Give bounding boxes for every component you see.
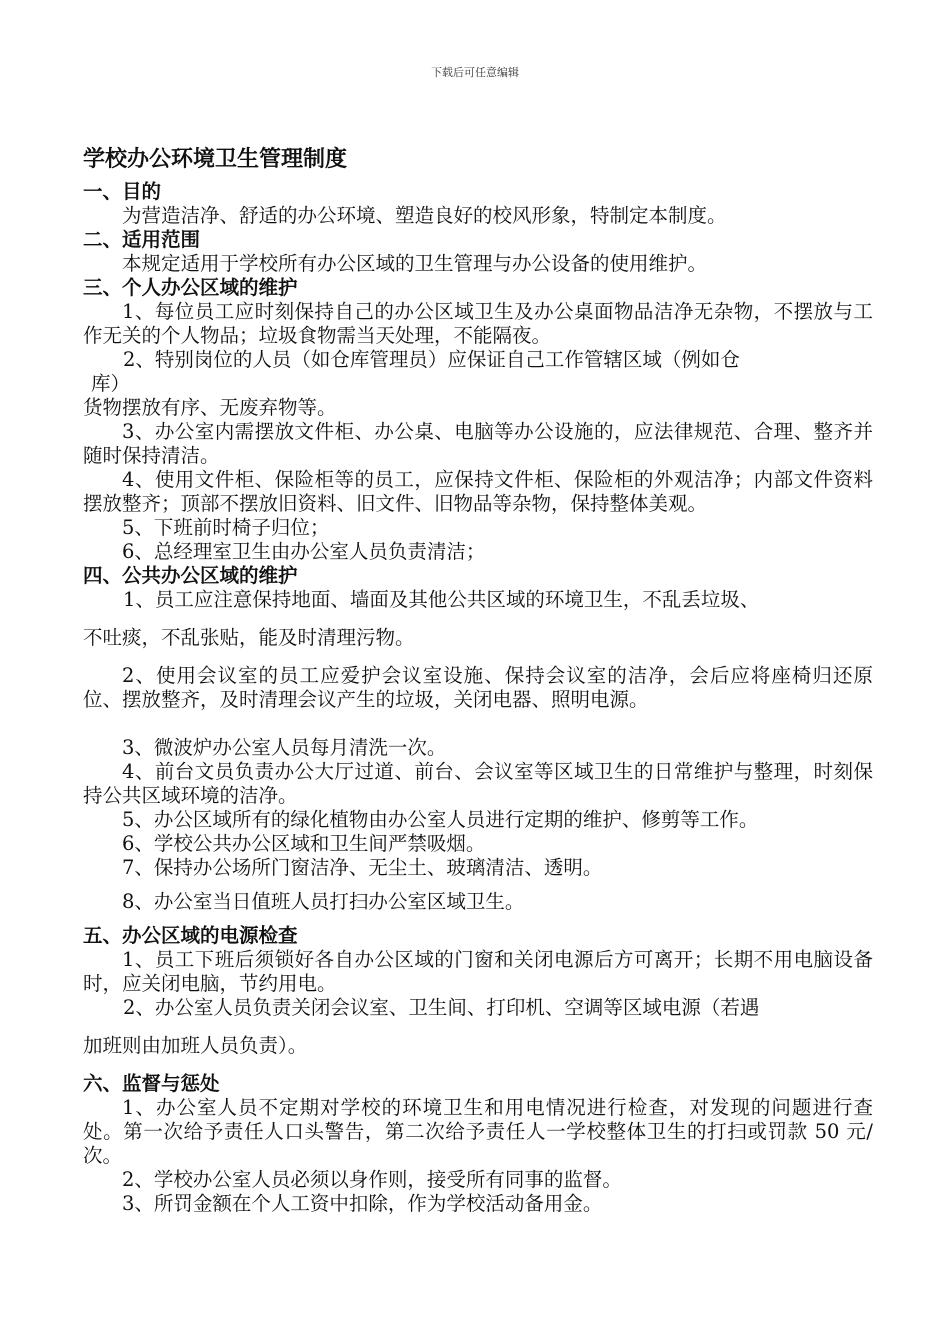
paragraph: 6、学校公共办公区域和卫生间严禁吸烟。 bbox=[122, 832, 486, 855]
paragraph: 5、下班前时椅子归位； bbox=[122, 516, 330, 539]
paragraph: 1、员工下班后须锁好各自办公区域的门窗和关闭电源后方可离开；长期不用电脑设备时，应关闭电脑，节约用电。 bbox=[83, 948, 873, 995]
paragraph: 7、保持办公场所门窗洁净、无尘土、玻璃清洁、透明。 bbox=[122, 856, 603, 879]
header-note: 下载后可任意编辑 bbox=[431, 66, 519, 79]
paragraph-line: 库） bbox=[91, 372, 131, 395]
document-title: 学校办公环境卫生管理制度 bbox=[83, 147, 348, 172]
paragraph: 2、学校办公室人员必须以身作则，接受所有同事的监督。 bbox=[122, 1168, 622, 1191]
paragraph-line: 货物摆放有序、无废弃物等。 bbox=[83, 396, 337, 419]
paragraph: 3、所罚金额在个人工资中扣除，作为学校活动备用金。 bbox=[122, 1192, 603, 1215]
section-heading: 一、目的 bbox=[83, 180, 162, 203]
paragraph: 2、使用会议室的员工应爱护会议室设施、保持会议室的洁净，会后应将座椅归还原位、摆放整齐，及时清理会议产生的垃圾，关闭电器、照明电源。 bbox=[83, 664, 873, 711]
paragraph: 3、办公室内需摆放文件柜、办公桌、电脑等办公设施的，应法律规范、合理、整齐并随时保持清洁。 bbox=[83, 420, 873, 467]
paragraph: 1、每位员工应时刻保持自己的办公区域卫生及办公桌面物品洁净无杂物，不摆放与工作无关的个人物品；垃圾食物需当天处理，不能隔夜。 bbox=[83, 300, 873, 347]
paragraph-line: 2、特别岗位的人员（如仓库管理员）应保证自己工作管辖区域（例如仓 bbox=[123, 348, 740, 371]
section-heading: 六、监督与惩处 bbox=[83, 1072, 220, 1095]
paragraph-line: 1、员工应注意保持地面、墙面及其他公共区域的环境卫生，不乱丢垃圾、 bbox=[123, 588, 760, 611]
paragraph: 为营造洁净、舒适的办公环境、塑造良好的校风形象，特制定本制度。 bbox=[122, 204, 727, 227]
section-heading: 五、办公区域的电源检查 bbox=[83, 924, 298, 947]
paragraph: 4、使用文件柜、保险柜等的员工，应保持文件柜、保险柜的外观洁净；内部文件资料摆放整齐；顶部不摆放旧资料、旧文件、旧物品等杂物，保持整体美观。 bbox=[83, 468, 873, 515]
document-body bbox=[83, 146, 873, 1216]
paragraph: 本规定适用于学校所有办公区域的卫生管理与办公设备的使用维护。 bbox=[122, 252, 708, 275]
paragraph: 3、微波炉办公室人员每月清洗一次。 bbox=[122, 736, 447, 759]
paragraph: 8、办公室当日值班人员打扫办公室区域卫生。 bbox=[122, 890, 525, 913]
paragraph: 1、办公室人员不定期对学校的环境卫生和用电情况进行检查，对发现的问题进行查处。第一次给予责任人口头警告，第二次给予责任人一学校整体卫生的打扫或罚款 50 元/次。 bbox=[83, 1096, 873, 1167]
paragraph-line: 2、办公室人员负责关闭会议室、卫生间、打印机、空调等区域电源（若遇 bbox=[123, 996, 760, 1019]
section-heading: 四、公共办公区域的维护 bbox=[83, 564, 298, 587]
section-heading: 二、适用范围 bbox=[83, 228, 201, 251]
section-heading: 三、个人办公区域的维护 bbox=[83, 276, 298, 299]
paragraph: 4、前台文员负责办公大厅过道、前台、会议室等区域卫生的日常维护与整理，时刻保持公共区域环境的洁净。 bbox=[83, 760, 873, 807]
paragraph: 6、总经理室卫生由办公室人员负责清洁； bbox=[122, 540, 486, 563]
paragraph-line: 加班则由加班人员负责）。 bbox=[83, 1034, 308, 1057]
paragraph-line: 不吐痰，不乱张贴，能及时清理污物。 bbox=[83, 626, 415, 649]
paragraph: 5、办公区域所有的绿化植物由办公室人员进行定期的维护、修剪等工作。 bbox=[122, 808, 759, 831]
